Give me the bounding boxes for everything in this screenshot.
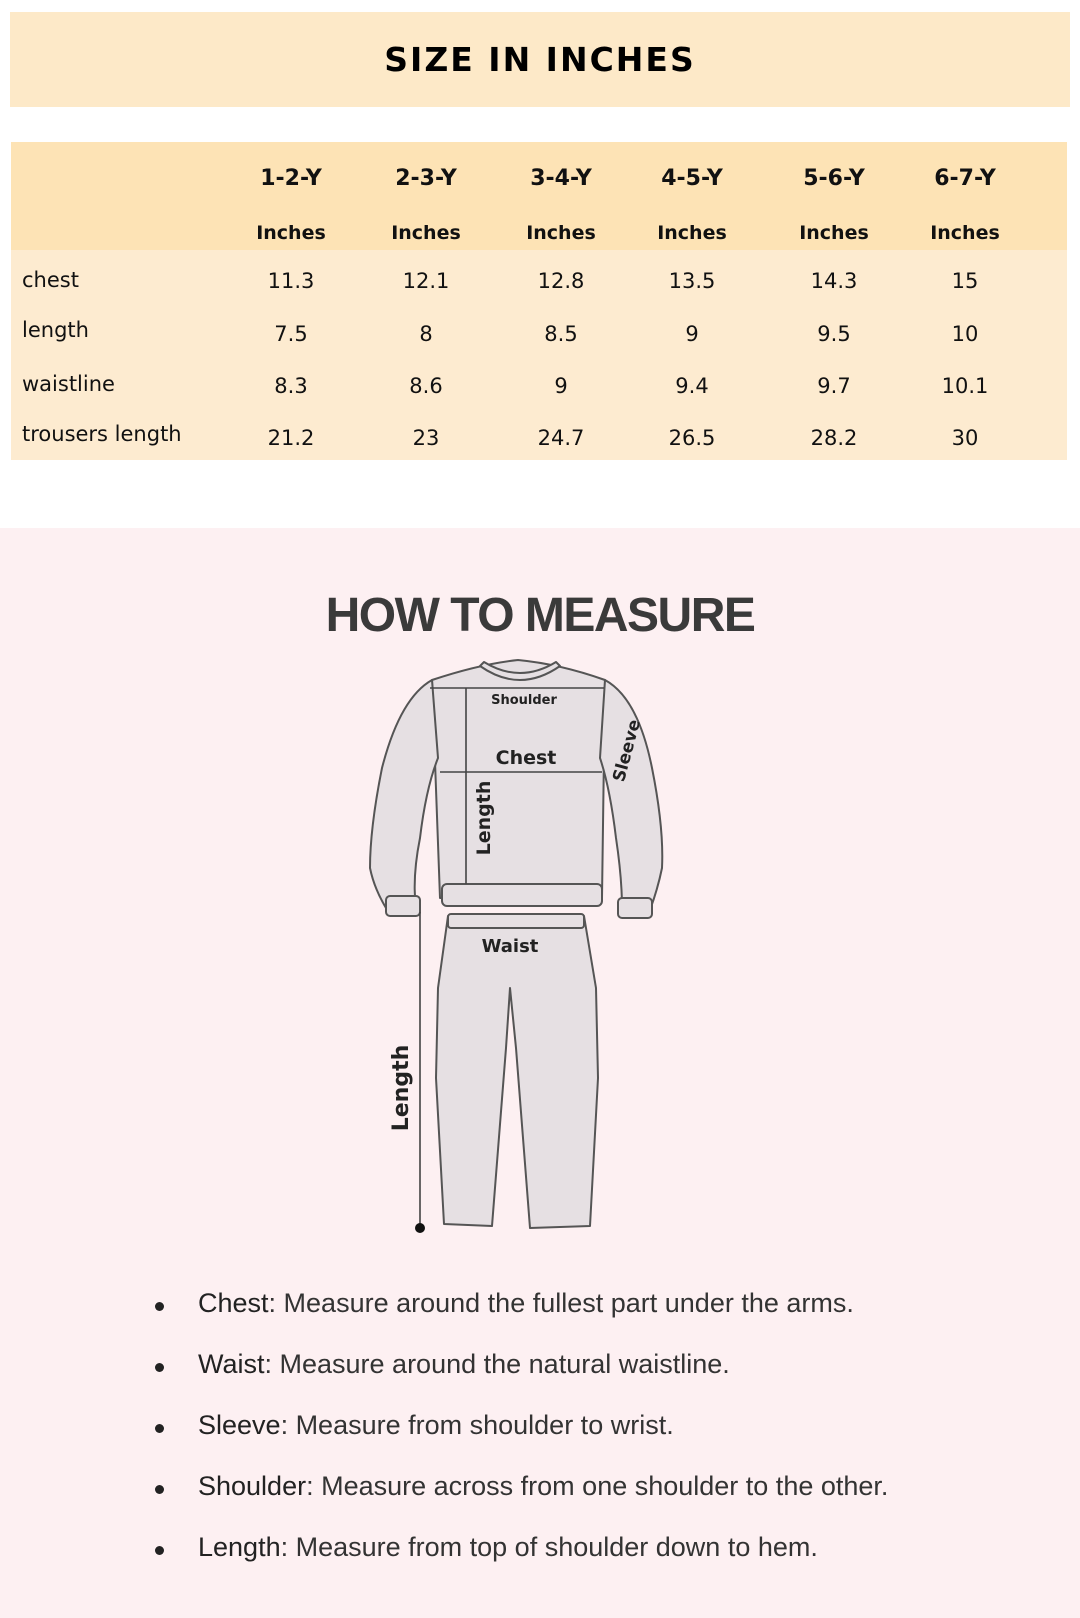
trousers-waistband: [448, 914, 584, 928]
instruction-term: Length: [198, 1532, 281, 1562]
table-cell: 10.1: [941, 374, 989, 398]
sweatshirt-hem: [442, 884, 602, 906]
table-cell: 15: [951, 269, 979, 293]
row-label-length: length: [22, 318, 89, 342]
column-header-size: 5-6-Y: [803, 166, 865, 191]
table-cell: 8.6: [409, 374, 443, 398]
diagram-label-top-length: Length: [473, 780, 495, 856]
table-cell: 11.3: [267, 269, 315, 293]
column-unit: Inches: [256, 222, 326, 244]
table-cell: 13.5: [668, 269, 716, 293]
column-unit: Inches: [391, 222, 461, 244]
diagram-label-trousers-length: Length: [389, 1044, 414, 1132]
row-label-trousers-length: trousers length: [22, 422, 182, 446]
table-cell: 24.7: [537, 426, 585, 450]
size-title-band: [10, 12, 1070, 107]
right-cuff: [618, 898, 652, 918]
instruction-text: : Measure from shoulder to wrist.: [280, 1410, 674, 1440]
size-title: SIZE IN INCHES: [384, 40, 696, 79]
table-cell: 8.5: [544, 322, 578, 346]
table-cell: 9.7: [817, 374, 851, 398]
column-unit: Inches: [657, 222, 727, 244]
table-cell: 9.5: [817, 322, 851, 346]
list-item: [150, 1410, 888, 1471]
instruction-text: : Measure from top of shoulder down to hem.: [280, 1532, 818, 1562]
sweatshirt-right-sleeve: [600, 680, 662, 910]
diagram-label-waist: Waist: [481, 936, 539, 957]
row-label-chest: chest: [22, 268, 79, 292]
table-cell: 8.3: [274, 374, 308, 398]
size-table: [11, 142, 1067, 460]
instruction-term: Waist: [198, 1349, 265, 1379]
instruction-text: : Measure around the fullest part under the arms.: [268, 1288, 854, 1318]
column-header-size: 4-5-Y: [661, 166, 723, 191]
measure-instructions: [150, 1288, 888, 1593]
table-cell: 30: [951, 426, 979, 450]
column-unit: Inches: [799, 222, 869, 244]
column-unit: Inches: [526, 222, 596, 244]
length-end-marker: [415, 1223, 425, 1233]
column-unit: Inches: [930, 222, 1000, 244]
table-cell: 9.4: [675, 374, 709, 398]
garment-measure-illustration: [360, 658, 710, 1278]
column-header-size: 6-7-Y: [934, 166, 996, 191]
table-cell: 9: [685, 322, 699, 346]
table-cell: 28.2: [810, 426, 858, 450]
table-cell: 23: [412, 426, 440, 450]
column-header-size: 2-3-Y: [395, 166, 457, 191]
diagram-label-chest: Chest: [495, 747, 557, 769]
instruction-term: Shoulder: [198, 1471, 307, 1501]
table-cell: 26.5: [668, 426, 716, 450]
left-cuff: [386, 896, 420, 916]
list-item: [150, 1349, 888, 1410]
column-header-size: 3-4-Y: [530, 166, 592, 191]
list-item: [150, 1288, 888, 1349]
table-cell: 10: [951, 322, 979, 346]
table-cell: 12.1: [402, 269, 450, 293]
instruction-text: : Measure around the natural waistline.: [264, 1349, 730, 1379]
instruction-term: Sleeve: [198, 1410, 281, 1440]
how-to-measure-title: HOW TO MEASURE: [325, 589, 755, 642]
diagram-label-sleeve: Sleeve: [609, 717, 646, 785]
table-cell: 12.8: [537, 269, 585, 293]
column-header-size: 1-2-Y: [260, 166, 322, 191]
diagram-label-shoulder: Shoulder: [491, 693, 557, 708]
how-to-measure-panel: [0, 528, 1080, 1618]
table-cell: 14.3: [810, 269, 858, 293]
sweatshirt-left-sleeve: [370, 680, 438, 908]
row-label-waistline: waistline: [22, 372, 115, 396]
table-cell: 7.5: [274, 322, 308, 346]
list-item: [150, 1532, 888, 1593]
instruction-term: Chest: [198, 1288, 269, 1318]
instruction-text: : Measure across from one shoulder to the other.: [306, 1471, 889, 1501]
list-item: [150, 1471, 888, 1532]
table-cell: 9: [554, 374, 568, 398]
table-cell: 8: [419, 322, 433, 346]
trousers: [436, 916, 598, 1228]
table-cell: 21.2: [267, 426, 315, 450]
